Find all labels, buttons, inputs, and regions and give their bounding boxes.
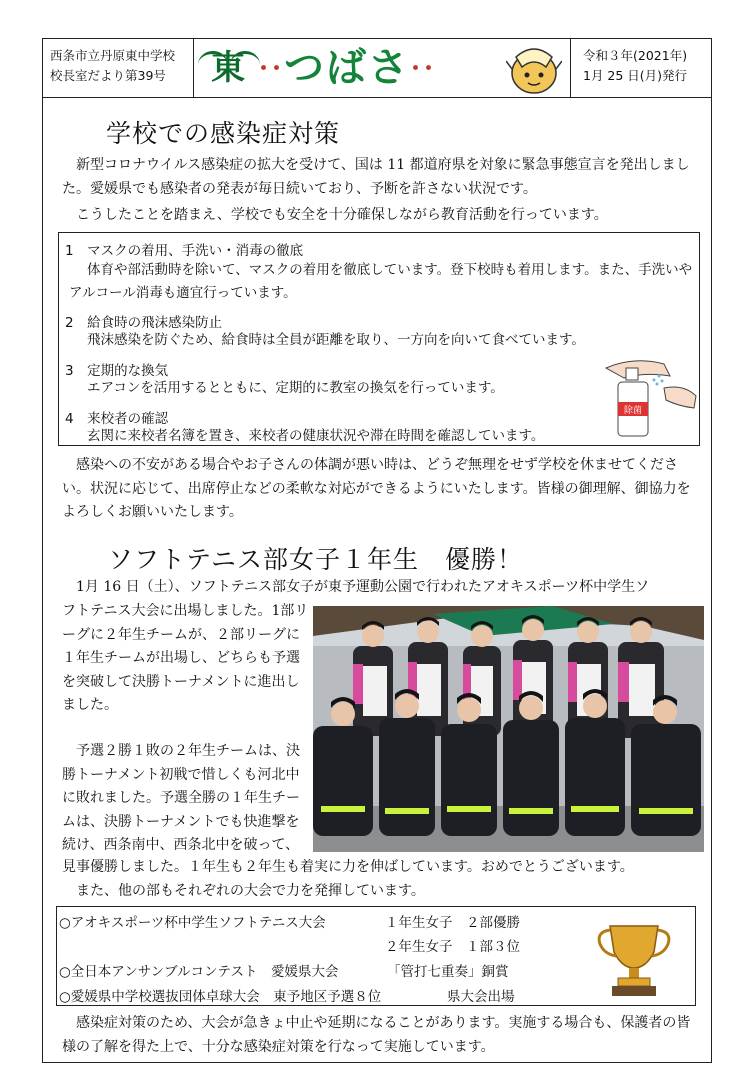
measure-4-title: 4 来校者の確認: [65, 411, 169, 427]
section2-para1: フトテニス大会に出場しました。1部リーグに２年生チームが、２部リーグに１年生チームが出場し、どちらも予選を突破して決勝トーナメントに進出しました。: [62, 603, 309, 713]
section1-intro: 新型コロナウイルス感染症の拡大を受けて、国は 11 都道府県を対象に緊急事態宣言を発出しました。愛媛県でも感染者の発表が毎日続いており、予断を許さない状況です。: [62, 157, 690, 197]
section1-heading: 学校での感染症対策: [106, 119, 341, 148]
title-dots-right: ･･: [410, 57, 437, 82]
section1-intro2: こうしたことを踏まえ、学校でも安全を十分確保しながら教育活動を行っています。: [76, 207, 608, 223]
measure-3-title: 3 定期的な換気: [65, 363, 169, 379]
newsletter-title-text: つばさ: [284, 45, 411, 91]
section2-para3: また、他の部もそれぞれの大会で力を発揮しています。: [76, 883, 425, 899]
result-3-event: ○全日本アンサンブルコンテスト 愛媛県大会: [59, 964, 339, 980]
section2-para2-end: 見事優勝しました。１年生も２年生も着実に力を伸ばしています。おめでとうございます。: [62, 859, 634, 875]
measure-1-body: 体育や部活動時を除いて、マスクの着用を徹底しています。登下校時も着用します。また、手洗いやアルコール消毒も適宜行っています。: [69, 262, 693, 301]
sanitizer-label: 除菌: [623, 406, 643, 416]
issue-number: 校長室だより第39号: [50, 68, 166, 83]
team-photo: [313, 606, 704, 852]
trophy-icon: [596, 918, 672, 1000]
sanitizer-icon: [604, 354, 698, 440]
section2-heading: ソフトテニス部女子１年生 優勝！: [108, 545, 524, 574]
measure-3-body: エアコンを活用するとともに、定期的に教室の換気を行っています。: [87, 380, 504, 396]
section2-para1-line1: 1月 16 日（土）、ソフトテニス部女子が東予運動公園で行われたアオキスポーツ杯中学生ソ: [76, 579, 650, 595]
issue-year: 令和３年(2021年): [583, 48, 688, 63]
section2-para2: 予選２勝１敗の２年生チームは、決勝トーナメント初戦で惜しくも河北中に敗れました。予選全勝の１年生チームは、決勝トーナメントでも快進撃を続け、西条南中、西条北中を破って、: [62, 743, 300, 853]
measure-2-body: 飛沫感染を防ぐため、給食時は全員が距離を取り、一方向を向いて食べています。: [87, 332, 585, 348]
measure-4-body: 玄関に来校者名簿を置き、来校者の健康状況や滞在時間を確認しています。: [87, 428, 545, 444]
result-1-detail: １年生女子 ２部優勝: [385, 915, 520, 931]
result-1-event: ○アオキスポーツ杯中学生ソフトテニス大会: [59, 915, 326, 931]
result-4-detail: 県大会出場: [447, 989, 515, 1005]
result-2-detail: ２年生女子 １部３位: [385, 939, 520, 955]
measure-1-title: 1 マスクの着用、手洗い・消毒の徹底: [65, 243, 304, 259]
school-name: 西条市立丹原東中学校: [50, 48, 176, 63]
section1-closing: 感染への不安がある場合やお子さんの体調が悪い時は、どうぞ無理をせず学校を休ませてください。状況に応じて、出席停止などの柔軟な対応ができるようにいたします。皆様の御理解、御協力をよろしくお願いいたします。: [62, 457, 691, 520]
section2-closing: 感染症対策のため、大会が急きょ中止や延期になることがあります。実施する場合も、保護者の皆様の了解を得た上で、十分な感染症対策を行なって実施しています。: [62, 1015, 691, 1055]
title-dots-left: ･･: [258, 57, 285, 82]
measure-2-title: 2 給食時の飛沫感染防止: [65, 315, 223, 331]
school-logo: 東: [211, 48, 245, 88]
result-3-detail: 「管打七重奏」銅賞: [387, 964, 509, 980]
issue-date: 1月 25 日(月)発行: [583, 68, 688, 83]
result-4-event: ○愛媛県中学校選抜団体卓球大会 東予地区予選８位: [59, 989, 382, 1005]
